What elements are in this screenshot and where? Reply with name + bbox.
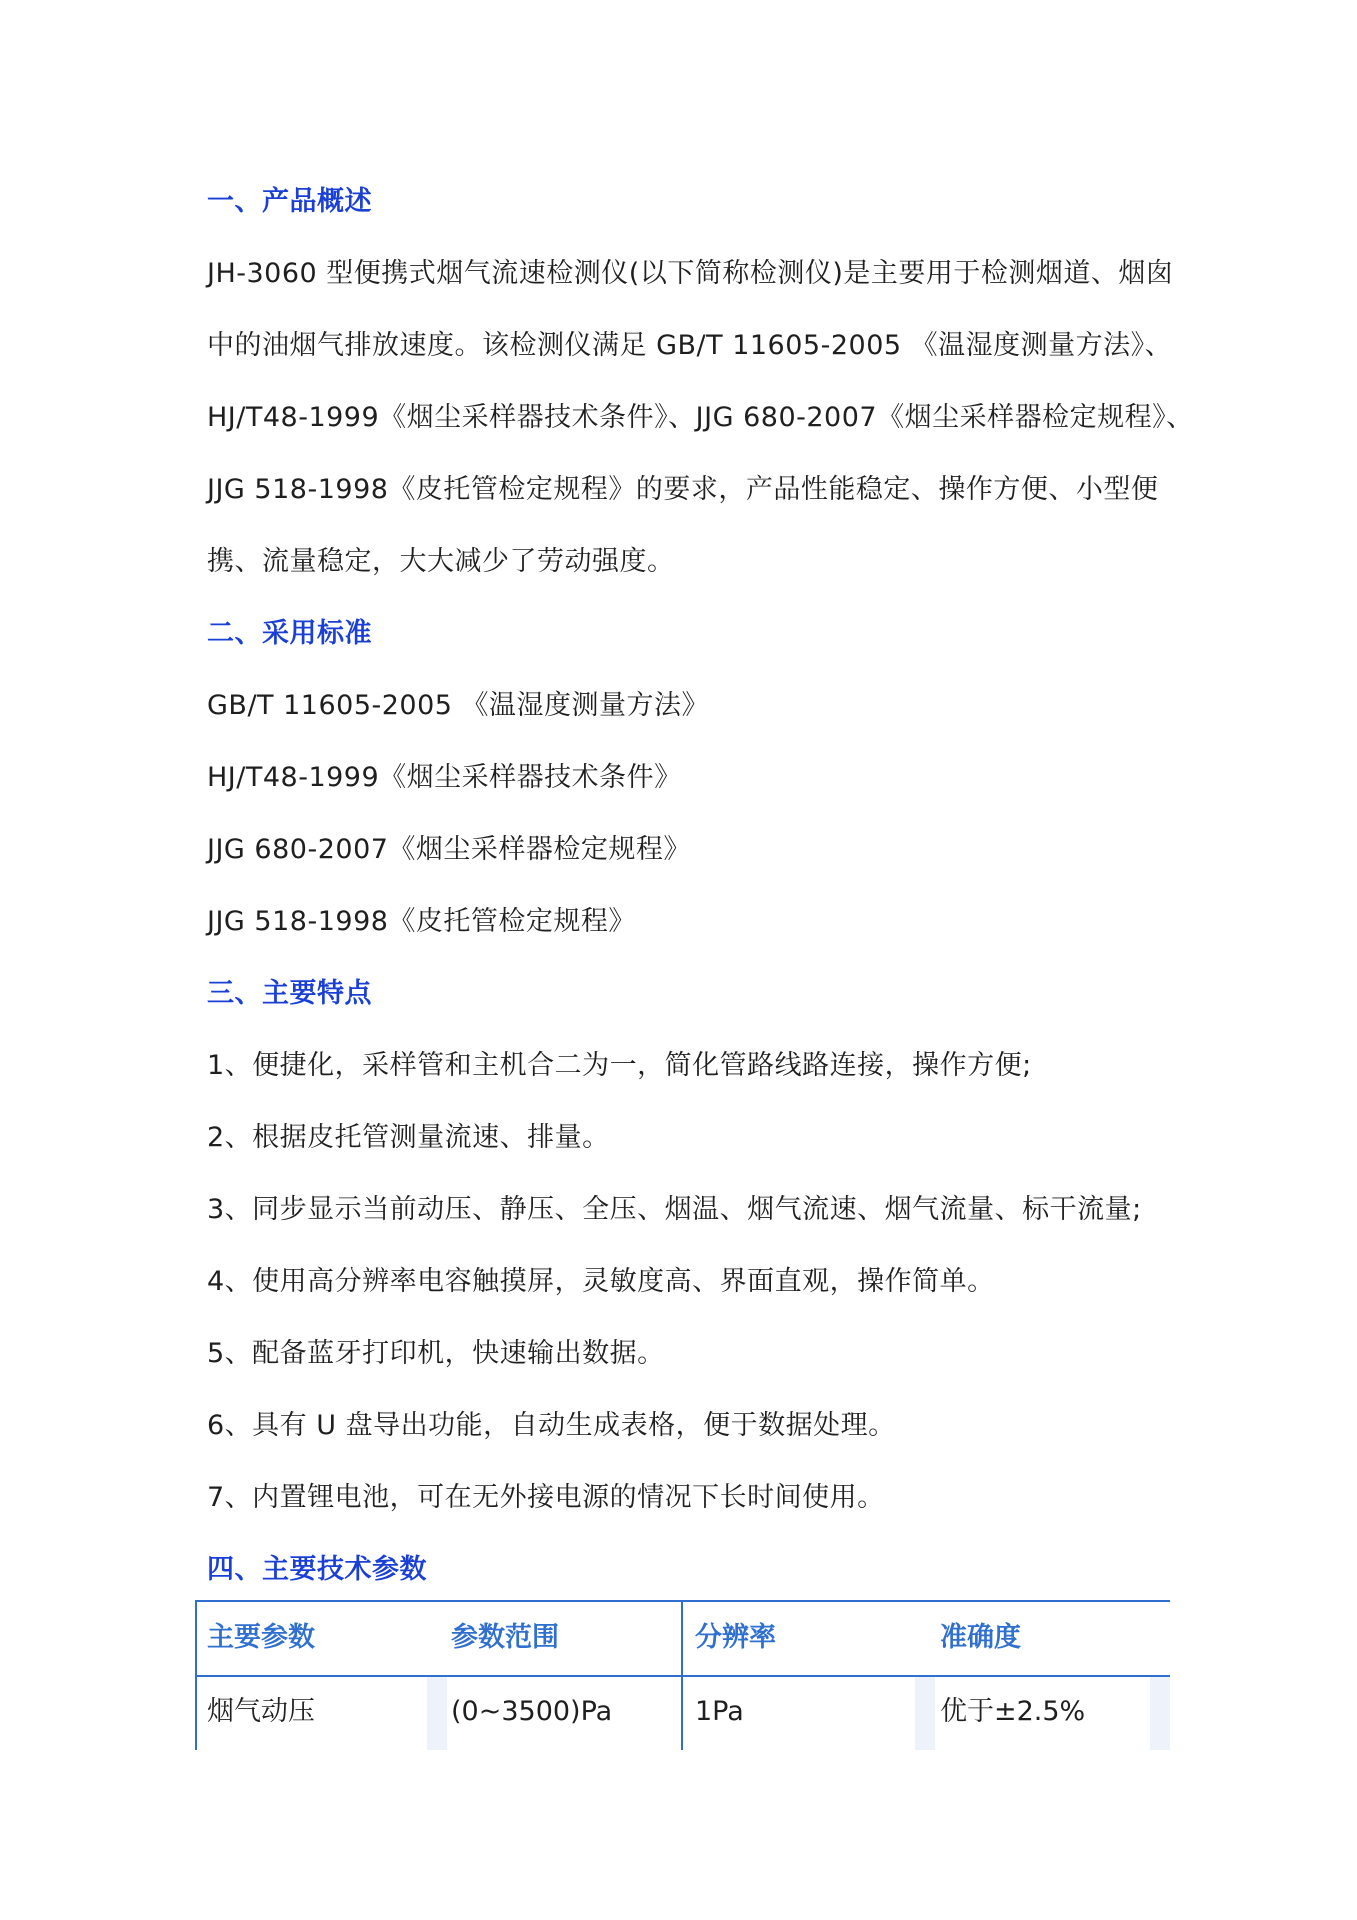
table-border-left [195,1602,197,1750]
feature-item: 6、具有 U 盘导出功能，自动生成表格，便于数据处理。 [207,1410,896,1441]
table-cell-shade [427,1677,447,1750]
feature-item: 5、配备蓝牙打印机，快速输出数据。 [207,1338,665,1369]
feature-item: 3、同步显示当前动压、静压、全压、烟温、烟气流速、烟气流量、标干流量; [207,1194,1142,1225]
overview-line-2: 中的油烟气排放速度。该检测仪满足 GB/T 11605-2005 《温湿度测量方法》、 [207,330,1173,361]
table-header-cell: 准确度 [940,1622,1021,1653]
overview-line-4: JJG 518-1998《皮托管检定规程》的要求，产品性能稳定、操作方便、小型便 [207,474,1159,505]
feature-item: 4、使用高分辨率电容触摸屏，灵敏度高、界面直观，操作简单。 [207,1266,995,1297]
standard-item: HJ/T48-1999《烟尘采样器技术条件》 [207,762,682,793]
table-cell: 优于±2.5% [940,1696,1086,1727]
section-heading-parameters: 四、主要技术参数 [207,1554,427,1585]
table-cell: 烟气动压 [207,1696,315,1727]
table-cell: 1Pa [695,1696,744,1727]
table-cell-shade [1150,1677,1170,1750]
feature-item: 7、内置锂电池，可在无外接电源的情况下长时间使用。 [207,1482,885,1513]
standard-item: GB/T 11605-2005 《温湿度测量方法》 [207,690,710,721]
table-border-middle [681,1602,683,1750]
parameters-table [195,1600,1170,1750]
overview-line-5: 携、流量稳定，大大减少了劳动强度。 [207,546,675,577]
table-header-cell: 参数范围 [451,1622,559,1653]
overview-line-3: HJ/T48-1999《烟尘采样器技术条件》、JJG 680-2007《烟尘采样器检定规程》、 [207,402,1194,433]
section-heading-standards: 二、采用标准 [207,618,372,649]
section-heading-features: 三、主要特点 [207,978,372,1009]
overview-line-1: JH-3060 型便携式烟气流速检测仪(以下简称检测仪)是主要用于检测烟道、烟囱 [207,258,1174,289]
feature-item: 1、便捷化，采样管和主机合二为一，简化管路线路连接，操作方便; [207,1050,1032,1081]
table-cell: (0~3500)Pa [451,1696,613,1727]
table-cell-shade [915,1677,935,1750]
table-header-cell: 主要参数 [207,1622,315,1653]
standard-item: JJG 680-2007《烟尘采样器检定规程》 [207,834,691,865]
standard-item: JJG 518-1998《皮托管检定规程》 [207,906,636,937]
feature-item: 2、根据皮托管测量流速、排量。 [207,1122,610,1153]
table-header-cell: 分辨率 [695,1622,776,1653]
section-heading-overview: 一、产品概述 [207,186,372,217]
